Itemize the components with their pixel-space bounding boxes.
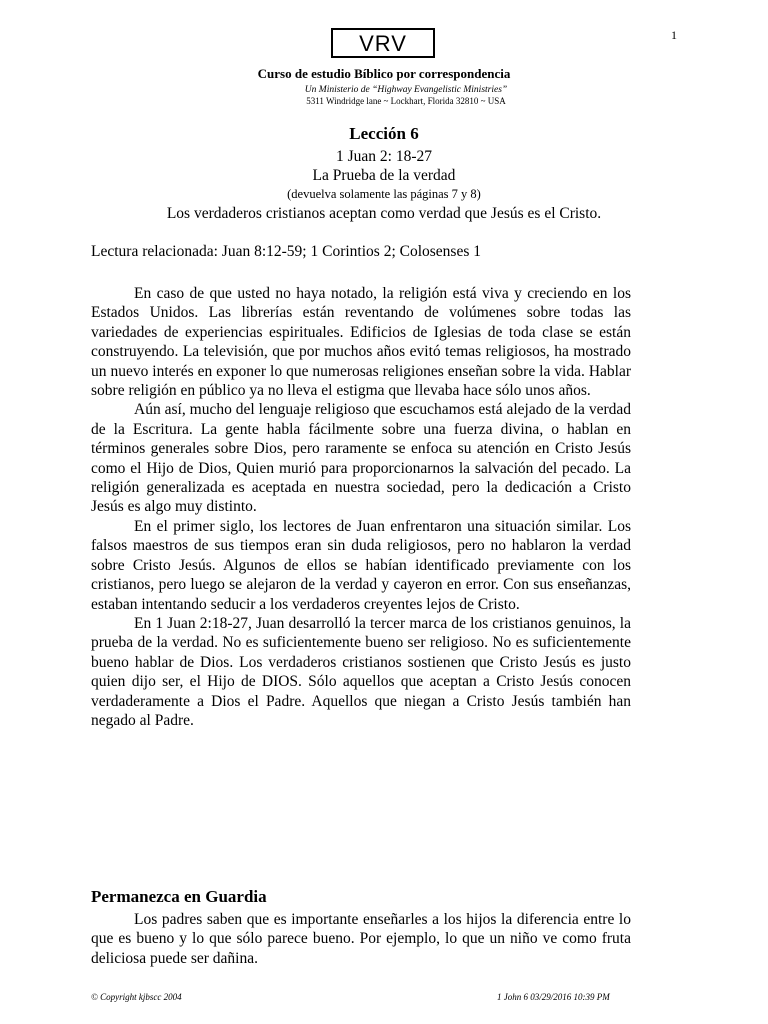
address-line: 5311 Windridge lane ~ Lockhart, Florida 32810 ~ USA: [306, 96, 506, 106]
section-body: [91, 910, 631, 968]
related-reading: Lectura relacionada: Juan 8:12-59; 1 Corintios 2; Colosenses 1: [91, 243, 481, 260]
section-heading: Permanezca en Guardia: [91, 887, 267, 906]
lesson-body: [91, 284, 631, 730]
lesson-title: La Prueba de la verdad: [312, 167, 456, 184]
footer-doc-info: 1 John 6 03/29/2016 10:39 PM: [497, 992, 610, 1002]
return-note: (devuelva solamente las páginas 7 y 8): [287, 187, 481, 201]
paragraph-4: En 1 Juan 2:18-27, Juan desarrolló la tercer marca de los cristianos genuinos, la prueba de la verdad. No es suficientemente bueno ser religioso. No es suficientemente bueno hablar de Dios. Los verdaderos cristianos sostienen que Cristo Jesús es justo quien dijo ser, el Hijo de DIOS. Sólo aquellos que aceptan a Cristo Jesús conocen verdaderamente a Dios el Padre. Aquellos que niegan a Cristo Jesús también han negado al Padre.: [91, 614, 631, 729]
paragraph-1: En caso de que usted no haya notado, la religión está viva y creciendo en los Estados Unidos. Las librerías están reventando de volúmenes sobre todas las variedades de experiencias espirituales. Edificios de Iglesias de toda clase se están construyendo. La televisión, que por muchos años evitó temas religiosos, ha mostrado un nuevo interés en exponer lo que numerosas religiones enseñan sobre la vida. Hablar sobre religión en público ya no lleva el estigma que llevaba hace sólo unos años.: [91, 285, 631, 400]
ministry-line: Un Ministerio de “Highway Evangelistic Ministries”: [304, 85, 508, 95]
lesson-passage: 1 Juan 2: 18-27: [335, 148, 432, 165]
paragraph-3: En el primer siglo, los lectores de Juan enfrentaron una situación similar. Los falsos maestros de sus tiempos eran sin duda religiosos, pero no hablaron la verdad sobre Cristo Jesús. Algunos de ellos se habían identificado previamente con los cristianos, pero luego se alejaron de la verdad y cayeron en error. Con sus enseñanzas, estaban intentando seducir a los verdaderos creyentes lejos de Cristo.: [91, 517, 631, 613]
lesson-number: Lección 6: [349, 124, 419, 143]
course-title: Curso de estudio Bíblico por correspondencia: [257, 66, 511, 81]
key-truth: Los verdaderos cristianos aceptan como verdad que Jesús es el Cristo.: [166, 205, 602, 222]
vrv-logo: VRV: [331, 28, 435, 58]
footer-copyright: © Copyright kjbscc 2004: [91, 992, 182, 1002]
page-number: 1: [671, 28, 677, 42]
paragraph-2: Aún así, mucho del lenguaje religioso que escuchamos está alejado de la verdad de la Escritura. La gente habla fácilmente sobre una fuerza divina, o hablan en términos generales sobre Dios, pero raramente se enfoca su atención en Cristo Jesús como el Hijo de Dios, Quien murió para proporcionarnos la salvación del pecado. La religión generalizada es aceptada en nuestra sociedad, pero la dedicación a Cristo Jesús es algo muy distinto.: [91, 401, 631, 516]
section-paragraph: Los padres saben que es importante enseñarles a los hijos la diferencia entre lo que es bueno y lo que sólo parece bueno. Por ejemplo, lo que un niño ve como fruta deliciosa puede ser dañina.: [91, 911, 631, 967]
